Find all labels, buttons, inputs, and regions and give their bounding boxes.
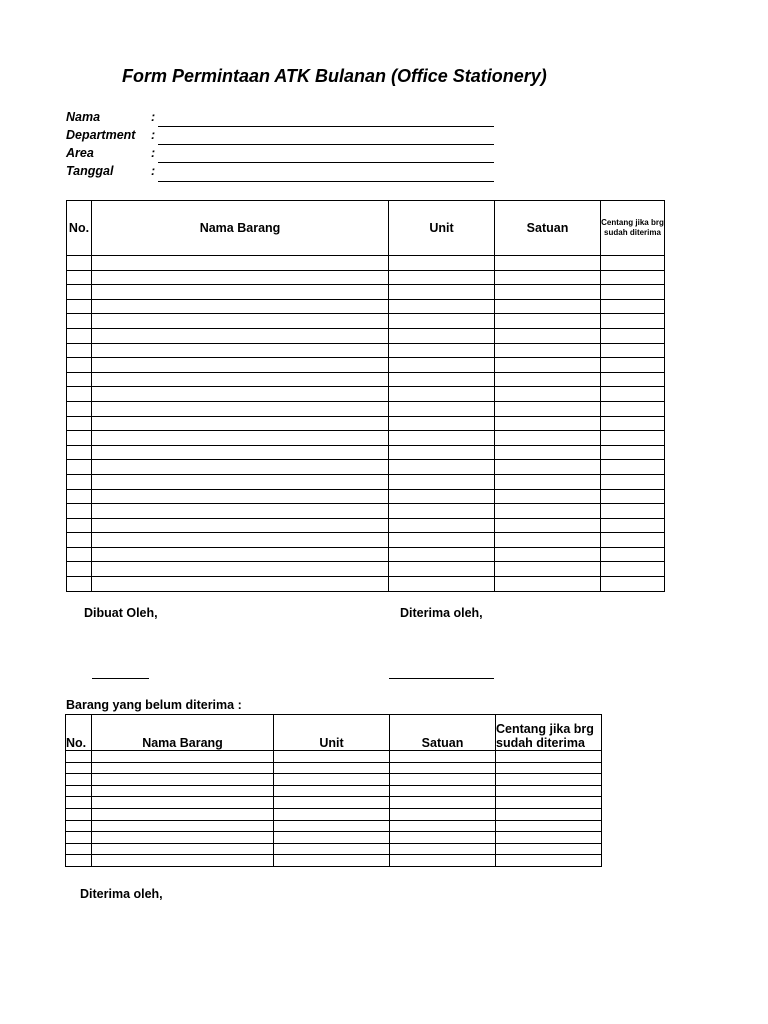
pending-table-cell-unit[interactable] [274,762,390,774]
request-table-cell-unit[interactable] [389,314,495,329]
request-table-cell-satuan[interactable] [495,577,601,592]
request-table-cell-nama-barang[interactable] [92,372,389,387]
request-table-cell-no[interactable] [67,372,92,387]
field-colon: : [151,164,156,178]
request-table-body [67,256,665,592]
request-table-cell-satuan[interactable] [495,299,601,314]
pending-table-cell-satuan[interactable] [390,820,496,832]
request-table-cell-satuan[interactable] [495,387,601,402]
request-table-cell-satuan[interactable] [495,460,601,475]
request-table-cell-check[interactable] [601,401,665,416]
request-table-cell-no[interactable] [67,474,92,489]
request-table-cell-check[interactable] [601,314,665,329]
request-table-cell-check[interactable] [601,328,665,343]
pending-table-cell-nama-barang[interactable] [92,762,274,774]
request-table-cell-satuan[interactable] [495,445,601,460]
pending-table-cell-unit[interactable] [274,808,390,820]
request-table-cell-satuan[interactable] [495,343,601,358]
pending-table-cell-unit[interactable] [274,785,390,797]
pending-table-cell-check[interactable] [496,808,602,820]
request-table-cell-nama-barang[interactable] [92,518,389,533]
request-table-row [67,372,665,387]
request-table-cell-no[interactable] [67,533,92,548]
request-table-cell-unit[interactable] [389,270,495,285]
request-table-cell-check[interactable] [601,256,665,271]
request-table-row [67,416,665,431]
request-table-cell-unit[interactable] [389,343,495,358]
request-table-header [67,201,665,256]
pending-table-cell-satuan[interactable] [390,785,496,797]
request-table-cell-no[interactable] [67,562,92,577]
request-table-row [67,533,665,548]
request-table-cell-satuan[interactable] [495,256,601,271]
request-table-cell-satuan[interactable] [495,328,601,343]
request-table-cell-nama-barang[interactable] [92,562,389,577]
request-table-cell-unit[interactable] [389,577,495,592]
request-table-cell-check[interactable] [601,547,665,562]
pending-table-cell-check[interactable] [496,797,602,809]
request-table-cell-no[interactable] [67,445,92,460]
request-table-cell-unit[interactable] [389,533,495,548]
pending-table-cell-satuan[interactable] [390,762,496,774]
field-label-area: Area [66,146,94,160]
col-header-unit: Unit [389,201,495,256]
request-table-cell-unit[interactable] [389,562,495,577]
pending-table-cell-unit[interactable] [274,843,390,855]
pending-table-cell-nama-barang[interactable] [92,855,274,867]
field-input-line-department[interactable] [158,144,494,145]
request-table-cell-unit[interactable] [389,518,495,533]
pending-table-row [66,774,602,786]
request-table-cell-unit[interactable] [389,372,495,387]
request-table-cell-nama-barang[interactable] [92,504,389,519]
request-table-cell-unit[interactable] [389,416,495,431]
pending-table-cell-no[interactable] [66,808,92,820]
request-table-cell-check[interactable] [601,299,665,314]
request-table-row [67,489,665,504]
request-table-cell-unit[interactable] [389,445,495,460]
request-table-cell-no[interactable] [67,416,92,431]
pending-table [65,714,602,867]
request-table-cell-nama-barang[interactable] [92,387,389,402]
pending-table-cell-check[interactable] [496,762,602,774]
request-table-cell-check[interactable] [601,445,665,460]
request-table-row [67,387,665,402]
pending-table-cell-check[interactable] [496,843,602,855]
request-table-cell-no[interactable] [67,547,92,562]
request-table-cell-nama-barang[interactable] [92,489,389,504]
pending-table-cell-unit[interactable] [274,832,390,844]
request-table-cell-check[interactable] [601,431,665,446]
request-table-row [67,328,665,343]
request-table-cell-check[interactable] [601,504,665,519]
request-table-cell-satuan[interactable] [495,314,601,329]
request-table-cell-check[interactable] [601,372,665,387]
request-table-cell-no[interactable] [67,387,92,402]
request-table-row [67,504,665,519]
received-by-signature-line[interactable] [389,678,494,679]
request-table-cell-satuan[interactable] [495,401,601,416]
request-table-row [67,299,665,314]
request-table-cell-nama-barang[interactable] [92,285,389,300]
request-table-cell-satuan[interactable] [495,285,601,300]
request-table-cell-nama-barang[interactable] [92,256,389,271]
pending-table-cell-nama-barang[interactable] [92,751,274,763]
request-table-row [67,518,665,533]
request-table-row [67,445,665,460]
request-table-row [67,547,665,562]
request-table-cell-nama-barang[interactable] [92,474,389,489]
request-table-cell-satuan[interactable] [495,533,601,548]
request-table-cell-satuan[interactable] [495,358,601,373]
request-table-cell-satuan[interactable] [495,518,601,533]
request-table-cell-nama-barang[interactable] [92,358,389,373]
request-table-cell-unit[interactable] [389,489,495,504]
pending-table-row [66,797,602,809]
col-header-unit: Unit [274,715,390,751]
pending-table-row [66,751,602,763]
pending-table-cell-nama-barang[interactable] [92,808,274,820]
col-header-check: Centang jika brg sudah diterima [496,715,602,751]
request-table-cell-nama-barang[interactable] [92,431,389,446]
request-table-cell-no[interactable] [67,577,92,592]
pending-table-row [66,808,602,820]
pending-table-cell-satuan[interactable] [390,832,496,844]
request-table-cell-unit[interactable] [389,285,495,300]
pending-table-body [66,751,602,867]
request-table-cell-no[interactable] [67,256,92,271]
request-table-cell-nama-barang[interactable] [92,547,389,562]
pending-table-header [66,715,602,751]
pending-table-cell-unit[interactable] [274,855,390,867]
pending-table-cell-check[interactable] [496,751,602,763]
request-table-cell-check[interactable] [601,270,665,285]
pending-table-cell-satuan[interactable] [390,774,496,786]
request-table-cell-check[interactable] [601,358,665,373]
col-header-satuan: Satuan [390,715,496,751]
pending-table-cell-no[interactable] [66,843,92,855]
pending-table-cell-satuan[interactable] [390,751,496,763]
request-table-cell-no[interactable] [67,504,92,519]
request-table-cell-nama-barang[interactable] [92,577,389,592]
pending-table-cell-check[interactable] [496,820,602,832]
request-table-cell-check[interactable] [601,285,665,300]
request-table-cell-check[interactable] [601,387,665,402]
pending-table-cell-no[interactable] [66,855,92,867]
pending-table-cell-unit[interactable] [274,820,390,832]
request-table-cell-unit[interactable] [389,460,495,475]
request-table-row [67,474,665,489]
pending-table-row [66,785,602,797]
request-table-cell-nama-barang[interactable] [92,270,389,285]
col-header-no: No. [66,715,92,751]
request-table-cell-nama-barang[interactable] [92,328,389,343]
request-table-cell-nama-barang[interactable] [92,314,389,329]
request-table-cell-unit[interactable] [389,431,495,446]
form-title: Form Permintaan ATK Bulanan (Office Stationery) [122,66,547,86]
request-table-row [67,562,665,577]
field-colon: : [151,128,156,142]
request-table-cell-unit[interactable] [389,299,495,314]
request-table-cell-no[interactable] [67,285,92,300]
col-header-nama-barang: Nama Barang [92,715,274,751]
request-table-cell-check[interactable] [601,562,665,577]
col-header-no: No. [67,201,92,256]
request-table-cell-no[interactable] [67,518,92,533]
pending-table-cell-check[interactable] [496,855,602,867]
request-table-cell-check[interactable] [601,533,665,548]
request-table-cell-satuan[interactable] [495,504,601,519]
request-table-cell-nama-barang[interactable] [92,460,389,475]
request-table-cell-unit[interactable] [389,328,495,343]
request-table-cell-check[interactable] [601,474,665,489]
request-table-row [67,431,665,446]
request-table-cell-no[interactable] [67,299,92,314]
pending-table-cell-satuan[interactable] [390,855,496,867]
request-table-cell-satuan[interactable] [495,431,601,446]
request-table-cell-no[interactable] [67,431,92,446]
col-header-check: Centang jika brg sudah diterima [601,201,665,256]
field-input-line-nama[interactable] [158,126,494,127]
pending-table-cell-no[interactable] [66,797,92,809]
pending-table-cell-no[interactable] [66,785,92,797]
request-table-cell-unit[interactable] [389,387,495,402]
request-table-cell-unit[interactable] [389,358,495,373]
request-table-cell-no[interactable] [67,314,92,329]
request-table-cell-check[interactable] [601,460,665,475]
field-colon: : [151,146,156,160]
request-table-cell-check[interactable] [601,577,665,592]
request-table-cell-no[interactable] [67,328,92,343]
request-table-row [67,577,665,592]
request-table-cell-check[interactable] [601,518,665,533]
request-table-cell-nama-barang[interactable] [92,343,389,358]
request-table-cell-satuan[interactable] [495,562,601,577]
pending-table-cell-no[interactable] [66,832,92,844]
request-table-cell-satuan[interactable] [495,474,601,489]
request-table-cell-unit[interactable] [389,256,495,271]
request-table-row [67,358,665,373]
request-table-row [67,314,665,329]
pending-table-cell-check[interactable] [496,832,602,844]
pending-table-cell-no[interactable] [66,751,92,763]
pending-table-row [66,843,602,855]
field-input-line-tanggal[interactable] [158,181,494,182]
made-by-signature-line[interactable] [92,678,149,679]
pending-table-cell-nama-barang[interactable] [92,832,274,844]
pending-items-label: Barang yang belum diterima : [66,698,242,712]
pending-table-cell-check[interactable] [496,774,602,786]
request-table-cell-satuan[interactable] [495,489,601,504]
request-table-cell-unit[interactable] [389,401,495,416]
field-colon: : [151,110,156,124]
pending-table-cell-unit[interactable] [274,797,390,809]
request-table-cell-nama-barang[interactable] [92,445,389,460]
request-table-cell-no[interactable] [67,358,92,373]
request-table-row [67,460,665,475]
field-label-tanggal: Tanggal [66,164,114,178]
request-table-cell-no[interactable] [67,460,92,475]
received-by-label: Diterima oleh, [400,606,483,620]
pending-table-cell-unit[interactable] [274,751,390,763]
pending-table-row [66,832,602,844]
pending-table-row [66,855,602,867]
field-input-line-area[interactable] [158,162,494,163]
request-table-cell-no[interactable] [67,489,92,504]
pending-table-cell-no[interactable] [66,820,92,832]
col-header-nama-barang: Nama Barang [92,201,389,256]
pending-table-cell-satuan[interactable] [390,843,496,855]
col-header-satuan: Satuan [495,201,601,256]
pending-table-cell-check[interactable] [496,785,602,797]
pending-table-cell-nama-barang[interactable] [92,785,274,797]
request-table-row [67,256,665,271]
request-table-cell-no[interactable] [67,270,92,285]
request-table-cell-unit[interactable] [389,474,495,489]
pending-table-row [66,762,602,774]
request-table-cell-check[interactable] [601,343,665,358]
request-table-row [67,285,665,300]
request-table-cell-satuan[interactable] [495,416,601,431]
pending-table-cell-unit[interactable] [274,774,390,786]
request-table-cell-satuan[interactable] [495,270,601,285]
request-table-cell-satuan[interactable] [495,547,601,562]
request-table-row [67,343,665,358]
pending-table-cell-nama-barang[interactable] [92,843,274,855]
request-table-cell-check[interactable] [601,489,665,504]
field-label-nama: Nama [66,110,101,124]
pending-table-cell-no[interactable] [66,762,92,774]
request-table-cell-unit[interactable] [389,547,495,562]
request-table-cell-nama-barang[interactable] [92,299,389,314]
request-table-cell-satuan[interactable] [495,372,601,387]
field-label-department: Department [66,128,136,142]
made-by-label: Dibuat Oleh, [84,606,158,620]
request-table-cell-check[interactable] [601,416,665,431]
pending-table-row [66,820,602,832]
footer-received-by-label: Diterima oleh, [80,887,163,901]
request-table-cell-nama-barang[interactable] [92,401,389,416]
request-table [66,200,665,592]
pending-table-cell-nama-barang[interactable] [92,797,274,809]
pending-table-cell-satuan[interactable] [390,797,496,809]
pending-table-cell-no[interactable] [66,774,92,786]
request-table-cell-nama-barang[interactable] [92,533,389,548]
request-table-row [67,401,665,416]
pending-table-cell-nama-barang[interactable] [92,774,274,786]
request-table-cell-unit[interactable] [389,504,495,519]
request-table-cell-no[interactable] [67,401,92,416]
request-table-row [67,270,665,285]
pending-table-cell-nama-barang[interactable] [92,820,274,832]
request-table-cell-nama-barang[interactable] [92,416,389,431]
request-table-cell-no[interactable] [67,343,92,358]
pending-table-cell-satuan[interactable] [390,808,496,820]
